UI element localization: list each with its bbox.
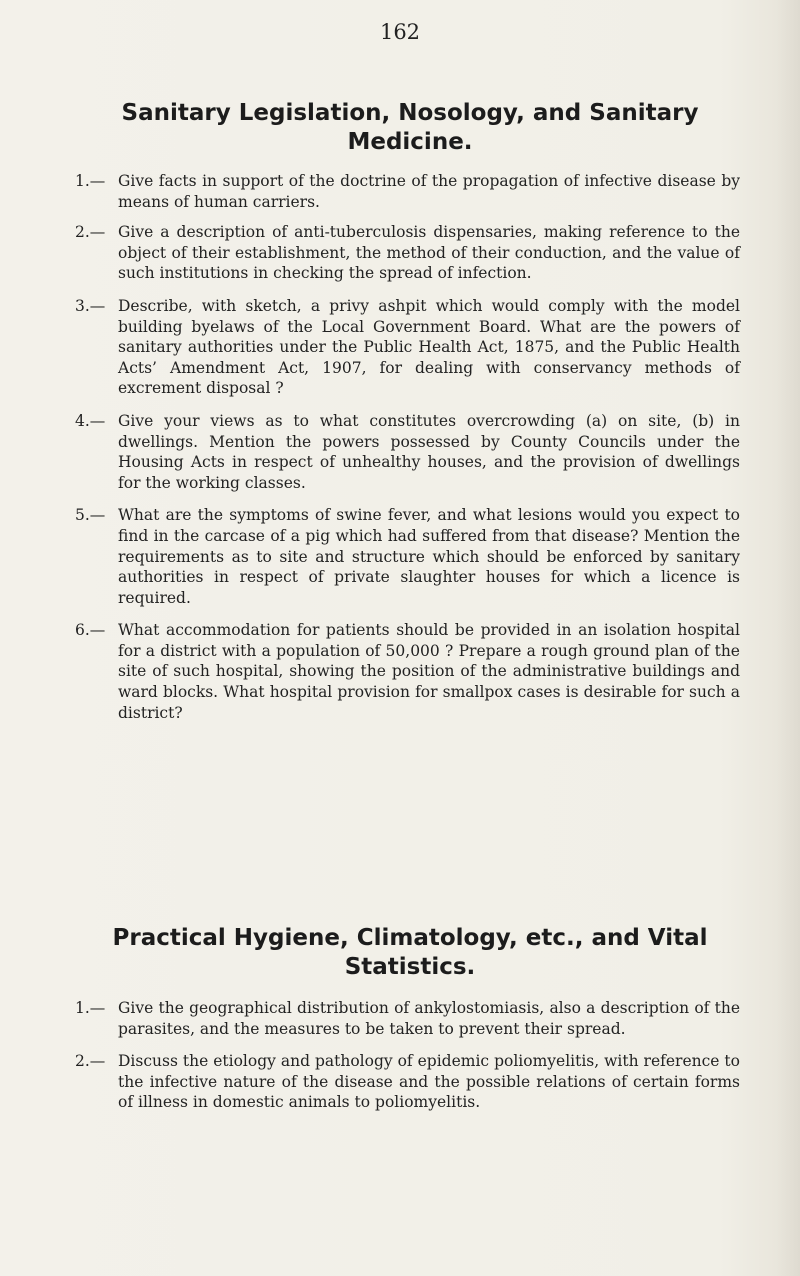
question-number: 2.— xyxy=(75,1052,106,1071)
question-number: 3.— xyxy=(75,296,106,315)
question-text: Discuss the etiology and pathology of epidemic poliomyelitis, with reference to the infective nature of the disease and the possible relations of certain forms of illness in domestic animals to poliomyelitis. xyxy=(118,1052,740,1112)
question-item xyxy=(75,1051,740,1113)
question-text: What accommodation for patients should be provided in an isolation hospital for a district with a population of 50,000 ? Prepare a rough ground plan of the site of such hospital, showing the position of the administrative buildings and ward blocks. What hospital provision for smallpox cases is desirable for such a district? xyxy=(118,621,740,722)
question-number: 2.— xyxy=(75,223,106,242)
question-text: Give the geographical distribution of ankylostomiasis, also a description of the parasites, and the measures to be taken to prevent their spread. xyxy=(118,999,740,1038)
question-item xyxy=(75,998,740,1039)
question-number: 1.— xyxy=(75,999,106,1017)
question-text: Describe, with sketch, a privy ashpit which would comply with the model building byelaws of the Local Government Board. What are the powers of sanitary authorities under the Public Health Act, 1875, and the Public Health Acts’ Amendment Act, 1907, for dealing with conservancy methods of excrement disposal ? xyxy=(118,296,740,398)
question-item xyxy=(75,620,740,723)
question-list-sanitary-legislation xyxy=(75,171,740,723)
question-item xyxy=(75,411,740,493)
question-item xyxy=(75,505,740,608)
page-number: 162 xyxy=(379,20,421,44)
question-item xyxy=(75,222,740,284)
question-number: 1.— xyxy=(75,172,106,190)
question-text: What are the symptoms of swine fever, and what lesions would you expect to find in the carcase of a pig which had suffered from that disease? Mention the requirements as to site and structure which should be enforced by sanitary authorities in respect of private slaughter houses for which a licence is required. xyxy=(118,506,740,607)
question-item xyxy=(75,296,740,399)
question-text: Give a description of anti-tuberculosis dispensaries, making reference to the object of their establishment, the method of their conduction, and the value of such institutions in checking the spread of infection. xyxy=(118,223,740,283)
question-item xyxy=(75,171,740,212)
section-title-sanitary-legislation: Sanitary Legislation, Nosology, and Sanitary Medicine. xyxy=(121,100,699,155)
question-number: 5.— xyxy=(75,506,106,525)
question-number: 4.— xyxy=(75,411,106,430)
question-list-practical-hygiene xyxy=(75,998,740,1113)
question-text: Give your views as to what constitutes overcrowding (a) on site, (b) in dwellings. Mention the powers possessed by County Councils under the Housing Acts in respect of unhealthy houses, and the provision of dwellings for the working classes. xyxy=(118,411,740,492)
question-number: 6.— xyxy=(75,621,106,640)
section-title-practical-hygiene: Practical Hygiene, Climatology, etc., and Vital Statistics. xyxy=(112,925,708,980)
question-text: Give facts in support of the doctrine of the propagation of infective disease by means of human carriers. xyxy=(118,172,740,211)
